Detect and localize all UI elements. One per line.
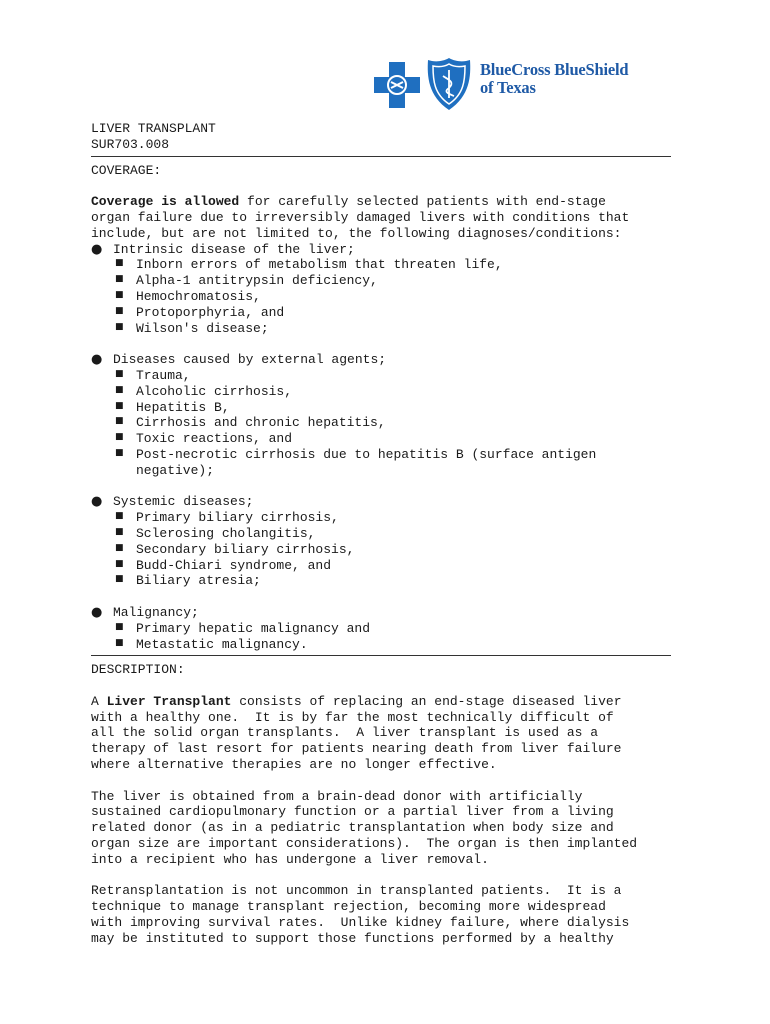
square-bullet-icon: ■ [115, 400, 124, 411]
logo-wordmark [480, 61, 628, 97]
logo-line-1: BlueCross BlueShield [480, 60, 629, 79]
divider [91, 156, 671, 157]
sub-list-item: ■ Inborn errors of metabolism that threaten life, [115, 257, 503, 273]
sub-list-item: ■ Budd-Chiari syndrome, and [115, 557, 332, 573]
sub-list-item: ■ Toxic reactions, and [115, 431, 293, 447]
description-p1-line-1: A Liver Transplant consists of replacing an end-stage diseased liver [91, 693, 622, 709]
paragraph-line: into a recipient who has undergone a liver removal. [91, 851, 489, 867]
paragraph-line: technique to manage transplant rejection, becoming more widespread [91, 899, 606, 915]
divider [91, 655, 671, 656]
square-bullet-icon: ■ [115, 305, 124, 316]
square-bullet-icon: ■ [115, 511, 124, 522]
list-item: ● Systemic diseases; [91, 494, 254, 510]
square-bullet-icon: ■ [115, 621, 124, 632]
sub-list-item: ■ Cirrhosis and chronic hepatitis, [115, 415, 386, 431]
logo-line-2: of Texas [480, 78, 536, 97]
sub-list-item: ■ Hepatitis B, [115, 399, 230, 415]
paragraph-line: where alternative therapies are no longer effective. [91, 757, 497, 773]
document-code: SUR703.008 [91, 136, 170, 152]
square-bullet-icon: ■ [115, 558, 124, 569]
square-bullet-icon: ■ [115, 321, 124, 332]
sub-list-item: ■ Protoporphyria, and [115, 304, 285, 320]
square-bullet-icon: ■ [115, 432, 124, 443]
list-item: ● Malignancy; [91, 604, 199, 620]
description-bold-term: Liver Transplant [106, 693, 232, 709]
coverage-intro-line-1 [91, 194, 676, 210]
bullet-icon: ● [91, 494, 103, 510]
bcbs-logo [372, 56, 672, 114]
paragraph-line: related donor (as in a pediatric transplantation when body size and [91, 820, 614, 836]
square-bullet-icon: ■ [115, 289, 124, 300]
bullet-icon: ● [91, 604, 103, 620]
document-title: LIVER TRANSPLANT [91, 121, 216, 136]
square-bullet-icon: ■ [115, 258, 124, 269]
sub-list-item: ■ Metastatic malignancy. [115, 636, 308, 652]
coverage-intro-line-2: organ failure due to irreversibly damaged livers with conditions that [91, 209, 630, 225]
sub-list-item: ■ Trauma, [115, 367, 191, 383]
sub-list-item: ■ Biliary atresia; [115, 573, 261, 589]
sub-list-item: ■ Sclerosing cholangitis, [115, 525, 316, 541]
sub-list-item-continuation: negative); [136, 462, 215, 478]
paragraph-line: therapy of last resort for patients nearing death from liver failure [91, 741, 622, 757]
square-bullet-icon: ■ [115, 368, 124, 379]
sub-list-item: ■ Alcoholic cirrhosis, [115, 383, 293, 399]
square-bullet-icon: ■ [115, 416, 124, 427]
sub-list-item: ■ Primary biliary cirrhosis, [115, 510, 339, 526]
list-item: ● Diseases caused by external agents; [91, 352, 387, 368]
sub-list-item: ■ Wilson's disease; [115, 320, 269, 336]
paragraph-line: all the solid organ transplants. A liver transplant is used as a [91, 725, 599, 741]
bullet-icon: ● [91, 352, 103, 368]
square-bullet-icon: ■ [115, 274, 124, 285]
paragraph-line: with a healthy one. It is by far the most technically difficult of [91, 709, 614, 725]
square-bullet-icon: ■ [115, 384, 124, 395]
blue-cross-icon [372, 60, 422, 110]
bullet-icon: ● [91, 241, 103, 257]
description-heading: DESCRIPTION: [91, 662, 185, 678]
square-bullet-icon: ■ [115, 526, 124, 537]
square-bullet-icon: ■ [115, 637, 124, 648]
blue-shield-icon [426, 56, 472, 112]
coverage-heading: COVERAGE: [91, 162, 162, 178]
square-bullet-icon: ■ [115, 447, 124, 458]
coverage-intro-line-3: include, but are not limited to, the following diagnoses/conditions: [91, 225, 622, 241]
paragraph-line: sustained cardiopulmonary function or a partial liver from a living [91, 804, 614, 820]
sub-list-item: ■ Secondary biliary cirrhosis, [115, 541, 355, 557]
paragraph-line: The liver is obtained from a brain-dead donor with artificially [91, 788, 583, 804]
paragraph-line: Retransplantation is not uncommon in transplanted patients. It is a [91, 883, 622, 899]
sub-list-item: ■ Primary hepatic malignancy and [115, 620, 371, 636]
coverage-intro-rest: for carefully selected patients with end-stage [239, 194, 606, 210]
sub-list-item: ■ Post-necrotic cirrhosis due to hepatitis B (surface antigen [115, 446, 597, 462]
sub-list-item: ■ Hemochromatosis, [115, 288, 261, 304]
sub-list-item: ■ Alpha-1 antitrypsin deficiency, [115, 273, 378, 289]
coverage-intro-bold: Coverage is allowed [91, 194, 240, 210]
square-bullet-icon: ■ [115, 574, 124, 585]
list-item: ● Intrinsic disease of the liver; [91, 241, 355, 257]
paragraph-line: may be instituted to support those functions performed by a healthy [91, 930, 614, 946]
square-bullet-icon: ■ [115, 542, 124, 553]
document-body [91, 121, 676, 947]
paragraph-line: organ size are important considerations). The organ is then implanted [91, 836, 638, 852]
paragraph-line: with improving survival rates. Unlike kidney failure, where dialysis [91, 915, 630, 931]
